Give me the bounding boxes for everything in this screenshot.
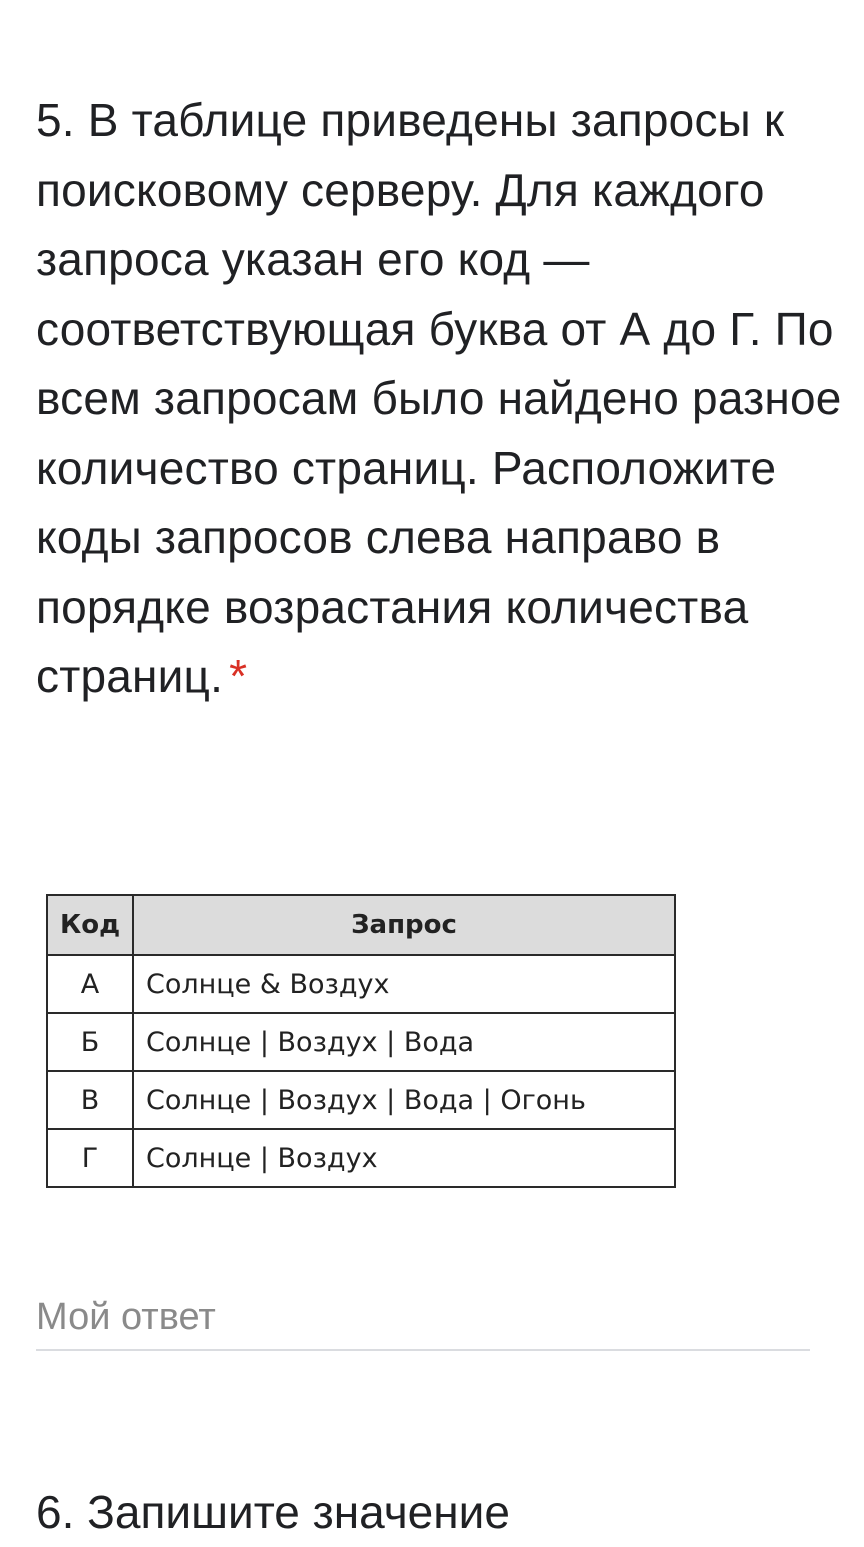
table-header-row bbox=[47, 895, 675, 955]
row-query: Солнце | Воздух bbox=[133, 1129, 675, 1187]
row-code: Г bbox=[47, 1129, 133, 1187]
table-row bbox=[47, 1013, 675, 1071]
question-text: 5. В таблице приведены запросы к поисковому серверу. Для каждого запроса указан его код — соответствующая буква от А до Г. По всем запросам было найдено разное количество страниц. Расположите коды запросов слева направо в порядке возрастания количества страниц. bbox=[36, 94, 842, 702]
row-query: Солнце | Воздух | Вода | Огонь bbox=[133, 1071, 675, 1129]
row-query: Солнце | Воздух | Вода bbox=[133, 1013, 675, 1071]
table-row bbox=[47, 1071, 675, 1129]
row-code: А bbox=[47, 955, 133, 1013]
row-query: Солнце & Воздух bbox=[133, 955, 675, 1013]
query-table bbox=[46, 894, 676, 1188]
question-title bbox=[36, 86, 846, 712]
header-code: Код bbox=[47, 895, 133, 955]
row-code: Б bbox=[47, 1013, 133, 1071]
answer-input[interactable] bbox=[36, 1285, 810, 1351]
header-query: Запрос bbox=[133, 895, 675, 955]
table-row bbox=[47, 955, 675, 1013]
row-code: В bbox=[47, 1071, 133, 1129]
table-row bbox=[47, 1129, 675, 1187]
next-question-title: 6. Запишите значение bbox=[36, 1486, 510, 1538]
required-asterisk: * bbox=[229, 650, 248, 702]
